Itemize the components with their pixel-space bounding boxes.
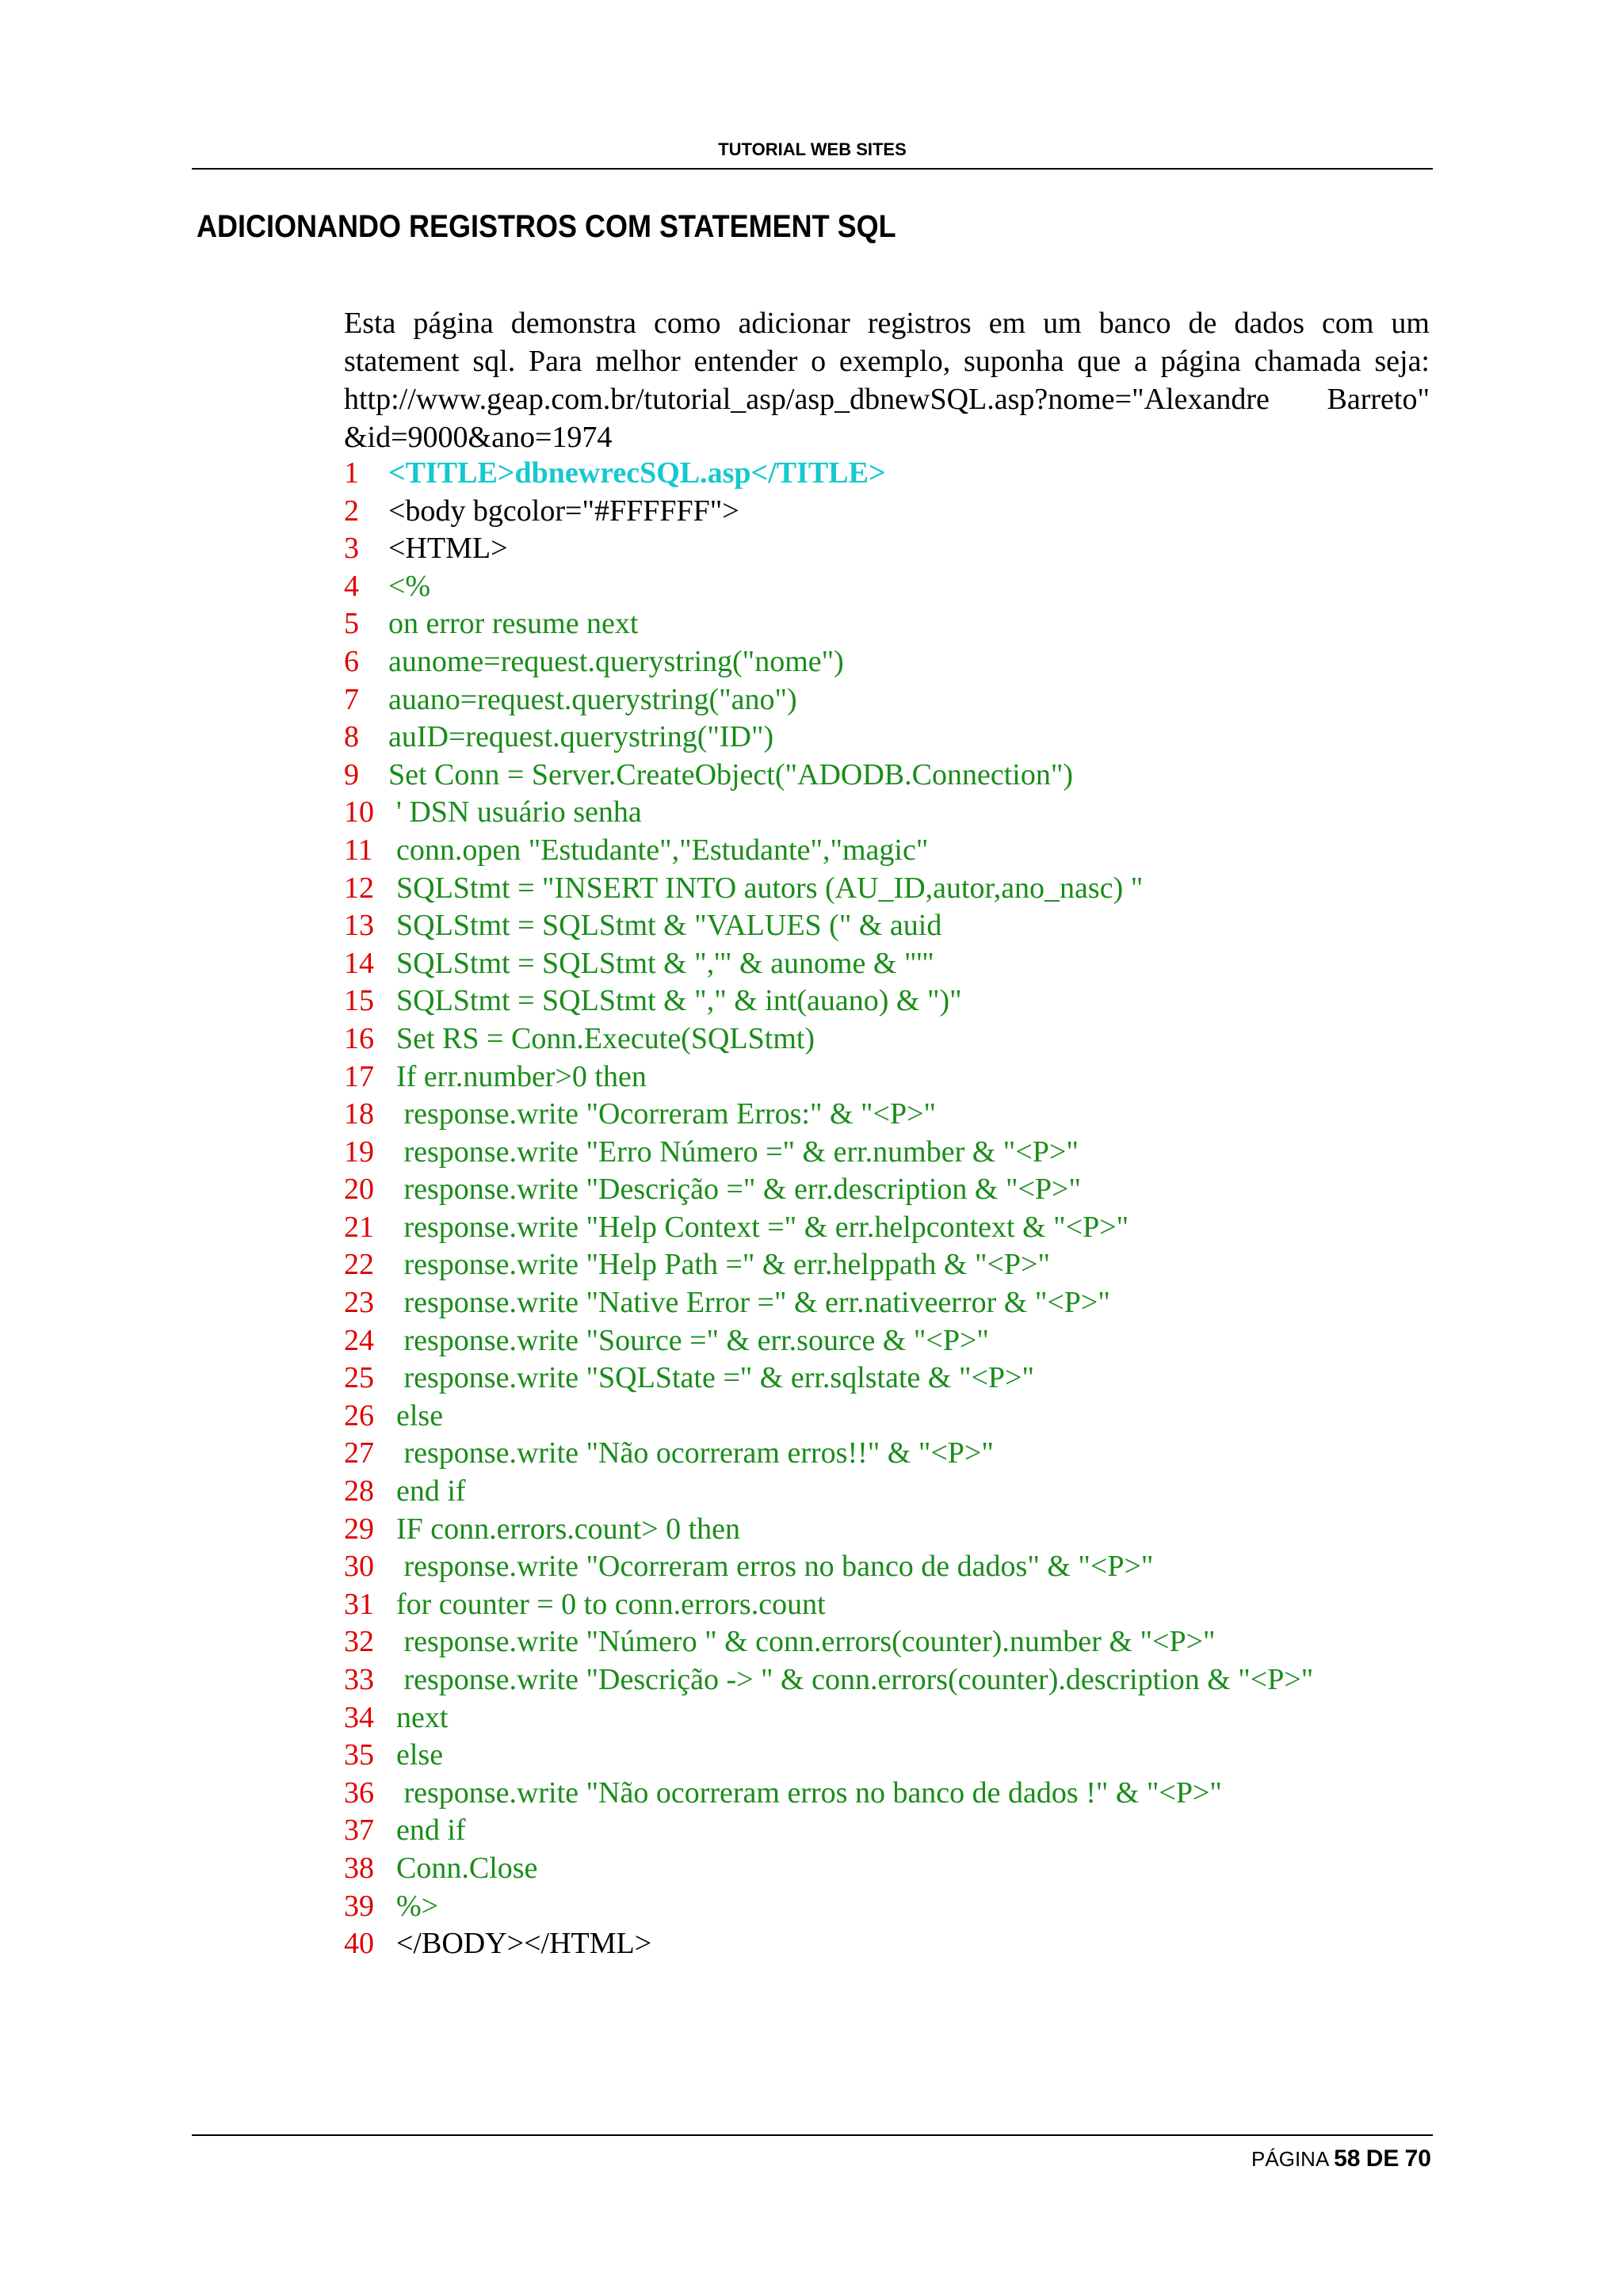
code-line	[344, 1360, 1433, 1398]
code-text: SQLStmt = "INSERT INTO autors (AU_ID,autor,ano_nasc) "	[396, 871, 1144, 905]
line-number: 12	[344, 871, 374, 905]
code-text: response.write "Help Path =" & err.helppath & "<P>"	[396, 1248, 1050, 1282]
code-text: IF conn.errors.count> 0 then	[396, 1512, 741, 1546]
code-line	[344, 530, 1433, 568]
code-text: SQLStmt = SQLStmt & "VALUES (" & auid	[396, 909, 942, 943]
code-line	[344, 907, 1433, 945]
section-title: ADICIONANDO REGISTROS COM STATEMENT SQL	[197, 209, 896, 244]
code-line	[344, 1322, 1433, 1360]
line-number: 19	[344, 1135, 374, 1169]
code-line	[344, 605, 1433, 643]
line-number: 9	[344, 757, 359, 791]
code-line	[344, 757, 1433, 795]
code-text: Set RS = Conn.Execute(SQLStmt)	[396, 1021, 815, 1055]
line-number: 28	[344, 1474, 374, 1508]
line-number: 1	[344, 456, 359, 490]
code-text: end if	[396, 1474, 466, 1508]
page-label: PÁGINA	[1251, 2147, 1328, 2171]
line-number: 29	[344, 1512, 374, 1546]
code-text: response.write "Descrição =" & err.description & "<P>"	[396, 1173, 1081, 1207]
line-number: 31	[344, 1587, 374, 1621]
page-total: 70	[1404, 2145, 1431, 2172]
line-number: 40	[344, 1927, 374, 1961]
code-line	[344, 832, 1433, 870]
code-line	[344, 1398, 1433, 1436]
code-text: If err.number>0 then	[396, 1059, 647, 1093]
code-text: Conn.Close	[396, 1851, 538, 1885]
code-text: SQLStmt = SQLStmt & "," & int(auano) & ")"	[396, 984, 962, 1018]
code-text: next	[396, 1700, 449, 1734]
line-number: 24	[344, 1323, 374, 1357]
code-line	[344, 719, 1433, 757]
line-number: 16	[344, 1021, 374, 1055]
code-text: response.write "Ocorreram erros no banco de dados" & "<P>"	[396, 1550, 1154, 1584]
code-text: conn.open "Estudante","Estudante","magic"	[396, 833, 929, 867]
code-text: response.write "Ocorreram Erros:" & "<P>"	[396, 1097, 937, 1131]
code-line	[344, 681, 1433, 719]
footer-divider	[192, 2134, 1433, 2136]
code-line	[344, 945, 1433, 983]
code-text: response.write "Erro Número =" & err.number & "<P>"	[396, 1135, 1079, 1169]
code-line	[344, 1171, 1433, 1209]
intro-line: statement sql. Para melhor entender o exemplo, suponha que a página chamada seja:	[344, 345, 1430, 378]
line-number: 36	[344, 1775, 374, 1810]
code-text: SQLStmt = SQLStmt & ",'" & aunome & "'"	[396, 946, 934, 980]
line-number: 22	[344, 1248, 374, 1282]
line-number: 8	[344, 720, 359, 754]
code-line	[344, 1699, 1433, 1737]
code-line	[344, 1284, 1433, 1322]
line-number: 4	[344, 569, 359, 603]
code-line	[344, 1925, 1433, 1963]
code-text: </BODY></HTML>	[396, 1927, 652, 1961]
code-text: Set Conn = Server.CreateObject("ADODB.Connection")	[388, 757, 1073, 791]
code-line	[344, 568, 1433, 606]
code-line	[344, 982, 1433, 1020]
code-text: <body bgcolor="#FFFFFF">	[388, 494, 739, 528]
code-line	[344, 1737, 1433, 1775]
code-line	[344, 1623, 1433, 1661]
line-number: 25	[344, 1361, 374, 1395]
line-number: 7	[344, 682, 359, 716]
code-text: <%	[388, 569, 431, 603]
code-text: %>	[396, 1889, 439, 1923]
code-text: response.write "Source =" & err.source & "<P>"	[396, 1323, 989, 1357]
intro-paragraph	[344, 304, 1430, 456]
code-text: ' DSN usuário senha	[396, 795, 642, 830]
intro-line: Esta página demonstra como adicionar registros em um banco de dados com um	[344, 307, 1430, 340]
code-text: auano=request.querystring("ano")	[388, 682, 797, 716]
line-number: 6	[344, 644, 359, 678]
code-text: <TITLE>dbnewrecSQL.asp</TITLE>	[388, 456, 886, 490]
code-line	[344, 493, 1433, 531]
line-number: 34	[344, 1700, 374, 1734]
code-line	[344, 1246, 1433, 1284]
code-line	[344, 455, 1433, 493]
code-line	[344, 1058, 1433, 1097]
code-line	[344, 1548, 1433, 1586]
code-text: else	[396, 1398, 444, 1432]
code-listing	[344, 455, 1433, 1963]
code-line	[344, 1134, 1433, 1172]
line-number: 2	[344, 494, 359, 528]
code-line	[344, 870, 1433, 908]
code-text: response.write "SQLState =" & err.sqlstate & "<P>"	[396, 1361, 1034, 1395]
intro-line: &id=9000&ano=1974	[344, 421, 613, 454]
line-number: 39	[344, 1889, 374, 1923]
line-number: 37	[344, 1814, 374, 1848]
code-text: response.write "Número " & conn.errors(counter).number & "<P>"	[396, 1625, 1216, 1659]
line-number: 13	[344, 909, 374, 943]
code-text: else	[396, 1738, 444, 1772]
line-number: 21	[344, 1210, 374, 1244]
code-text: aunome=request.querystring("nome")	[388, 644, 844, 678]
code-line	[344, 794, 1433, 832]
code-text: response.write "Não ocorreram erros no banco de dados !" & "<P>"	[396, 1775, 1222, 1810]
code-line	[344, 1020, 1433, 1058]
code-text: end if	[396, 1814, 466, 1848]
line-number: 23	[344, 1286, 374, 1320]
code-line	[344, 1775, 1433, 1813]
code-text: response.write "Native Error =" & err.nativeerror & "<P>"	[396, 1286, 1110, 1320]
code-text: response.write "Descrição -> " & conn.errors(counter).description & "<P>"	[396, 1663, 1314, 1696]
line-number: 11	[344, 833, 373, 867]
line-number: 15	[344, 984, 374, 1018]
line-number: 14	[344, 946, 374, 980]
line-number: 18	[344, 1097, 374, 1131]
code-line	[344, 1850, 1433, 1888]
code-text: for counter = 0 to conn.errors.count	[396, 1587, 826, 1621]
code-line	[344, 1435, 1433, 1473]
line-number: 35	[344, 1738, 374, 1772]
code-line	[344, 1812, 1433, 1850]
code-line	[344, 1888, 1433, 1926]
code-line	[344, 643, 1433, 681]
code-text: on error resume next	[388, 607, 639, 641]
intro-line: http://www.geap.com.br/tutorial_asp/asp_dbnewSQL.asp?nome="Alexandre Barreto"	[344, 383, 1430, 416]
code-line	[344, 1473, 1433, 1511]
line-number: 32	[344, 1625, 374, 1659]
line-number: 17	[344, 1059, 374, 1093]
line-number: 3	[344, 532, 359, 566]
line-number: 30	[344, 1550, 374, 1584]
line-number: 27	[344, 1436, 374, 1470]
line-number: 26	[344, 1398, 374, 1432]
code-line	[344, 1586, 1433, 1624]
code-line	[344, 1661, 1433, 1699]
code-text: response.write "Help Context =" & err.helpcontext & "<P>"	[396, 1210, 1129, 1244]
code-line	[344, 1096, 1433, 1134]
line-number: 20	[344, 1173, 374, 1207]
code-text: response.write "Não ocorreram erros!!" & "<P>"	[396, 1436, 994, 1470]
code-line	[344, 1511, 1433, 1549]
code-text: auID=request.querystring("ID")	[388, 720, 774, 754]
line-number: 5	[344, 607, 359, 641]
line-number: 10	[344, 795, 374, 830]
page-indicator	[1251, 2145, 1431, 2172]
page-number: 58	[1334, 2145, 1361, 2172]
page-of-label: DE	[1365, 2145, 1400, 2172]
header-title: TUTORIAL WEB SITES	[718, 139, 907, 159]
line-number: 38	[344, 1851, 374, 1885]
line-number: 33	[344, 1663, 374, 1696]
code-text: <HTML>	[388, 532, 508, 566]
code-line	[344, 1209, 1433, 1247]
header-divider	[192, 168, 1433, 170]
